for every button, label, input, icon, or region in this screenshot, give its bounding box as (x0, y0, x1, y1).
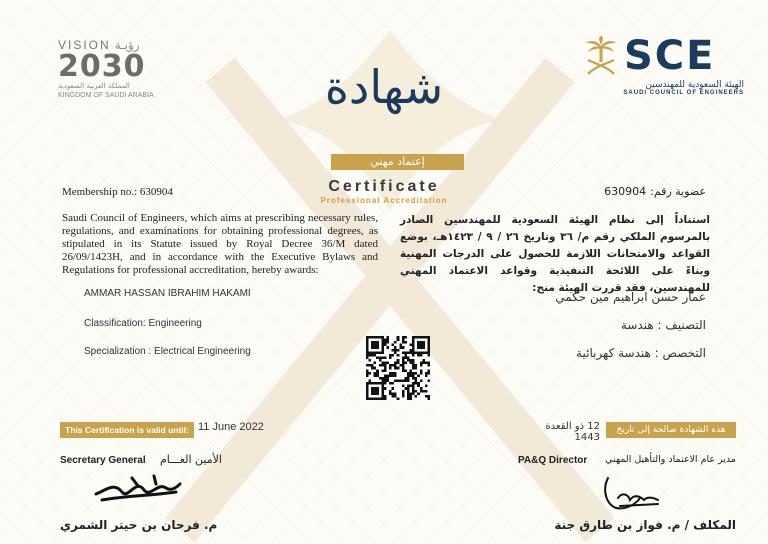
validity-date-ar: 12 ذو القعدة 1443 (545, 421, 600, 443)
membership-ar (604, 185, 706, 198)
validity-label-ar: هذه الشهادة صالحة إلى تاريخ (606, 422, 736, 438)
classification-ar: التصنيف : هندسة (620, 318, 706, 332)
holder-name-en: AMMAR HASSAN IBRAHIM HAKAMI (84, 288, 251, 299)
sce-name-ar: الهيئة السعودية للمهندسين (645, 80, 744, 90)
director-signature (600, 474, 660, 514)
vision-ar: رؤيـة (114, 38, 140, 52)
secretary-general-title-en: Secretary General (60, 455, 146, 466)
holder-name-ar: عمار حسن ابراهيم مين حكمي (555, 290, 706, 304)
vision-en: VISION (58, 38, 111, 52)
accreditation-band-ar: إعتماد مهني (331, 154, 464, 170)
secretary-general-title-ar: الأمين العـــام (160, 453, 222, 466)
classification-en: Classification: Engineering (84, 318, 202, 329)
membership-label-ar: عضوية رقم: (650, 185, 706, 198)
validity-date-en: 11 June 2022 (198, 421, 264, 433)
qr-code[interactable] (366, 336, 430, 400)
membership-number-ar: 630904 (604, 185, 647, 198)
paq-director-title-en: PA&Q Director (518, 455, 588, 466)
paq-director-name-ar: المكلف / م. فواز بن طارق جنة (554, 518, 736, 532)
certificate-subtitle-en: Professional Accreditation (320, 196, 448, 205)
membership-en: Membership no.: 630904 (62, 186, 173, 198)
secretary-general-name-ar: م. فرحان بن حيتر الشمري (60, 518, 218, 532)
certificate-title-ar: شهادة (324, 60, 444, 114)
validity-label-en: This Certification is valid until: (60, 422, 194, 438)
vision-kingdom-ar: المملكة العربية السعودية (58, 82, 130, 90)
vision-year: 2030 (58, 49, 146, 84)
secretary-signature (92, 472, 182, 506)
award-statement-ar: استناداً إلى نظام الهيئة السعودية للمهندسين الصادر بالمرسوم الملكي رقم م/ ٣٦ وتاريخ ٢٦ / ٩ / ١٤٢٣هـ، بوضع القواعد والامتحانات اللازمة للحصول على الدرجات المهنية وبناءً على اللائحة التنفيذية وقواعد الاعتماد المهني للمهندسين، فقد قررت الهيئة منح: (400, 214, 711, 294)
sce-name-en: SAUDI COUNCIL OF ENGINEERS (623, 90, 744, 96)
specialization-ar: التخصص : هندسة كهربائية (576, 346, 706, 360)
specialization-en: Specialization : Electrical Engineering (84, 346, 251, 357)
certificate-title-en: Certificate (328, 178, 440, 195)
award-statement-en: Saudi Council of Engineers, which aims at prescribing necessary rules, regulations, and examinations for obtaining professional degrees, as stipulated in its Statute issued by Royal Decree 36/M dated 26/09/1423H, and in accordance with the Executive Bylaws and Regulations for professional accreditation, hereby awards: (62, 212, 378, 276)
vision-kingdom-en: KINGDOM OF SAUDI ARABIA (58, 92, 154, 99)
sce-wordmark: SCE (624, 33, 716, 79)
paq-director-title-ar: مدير عام الاعتماد والتأهيل المهني (605, 454, 736, 465)
